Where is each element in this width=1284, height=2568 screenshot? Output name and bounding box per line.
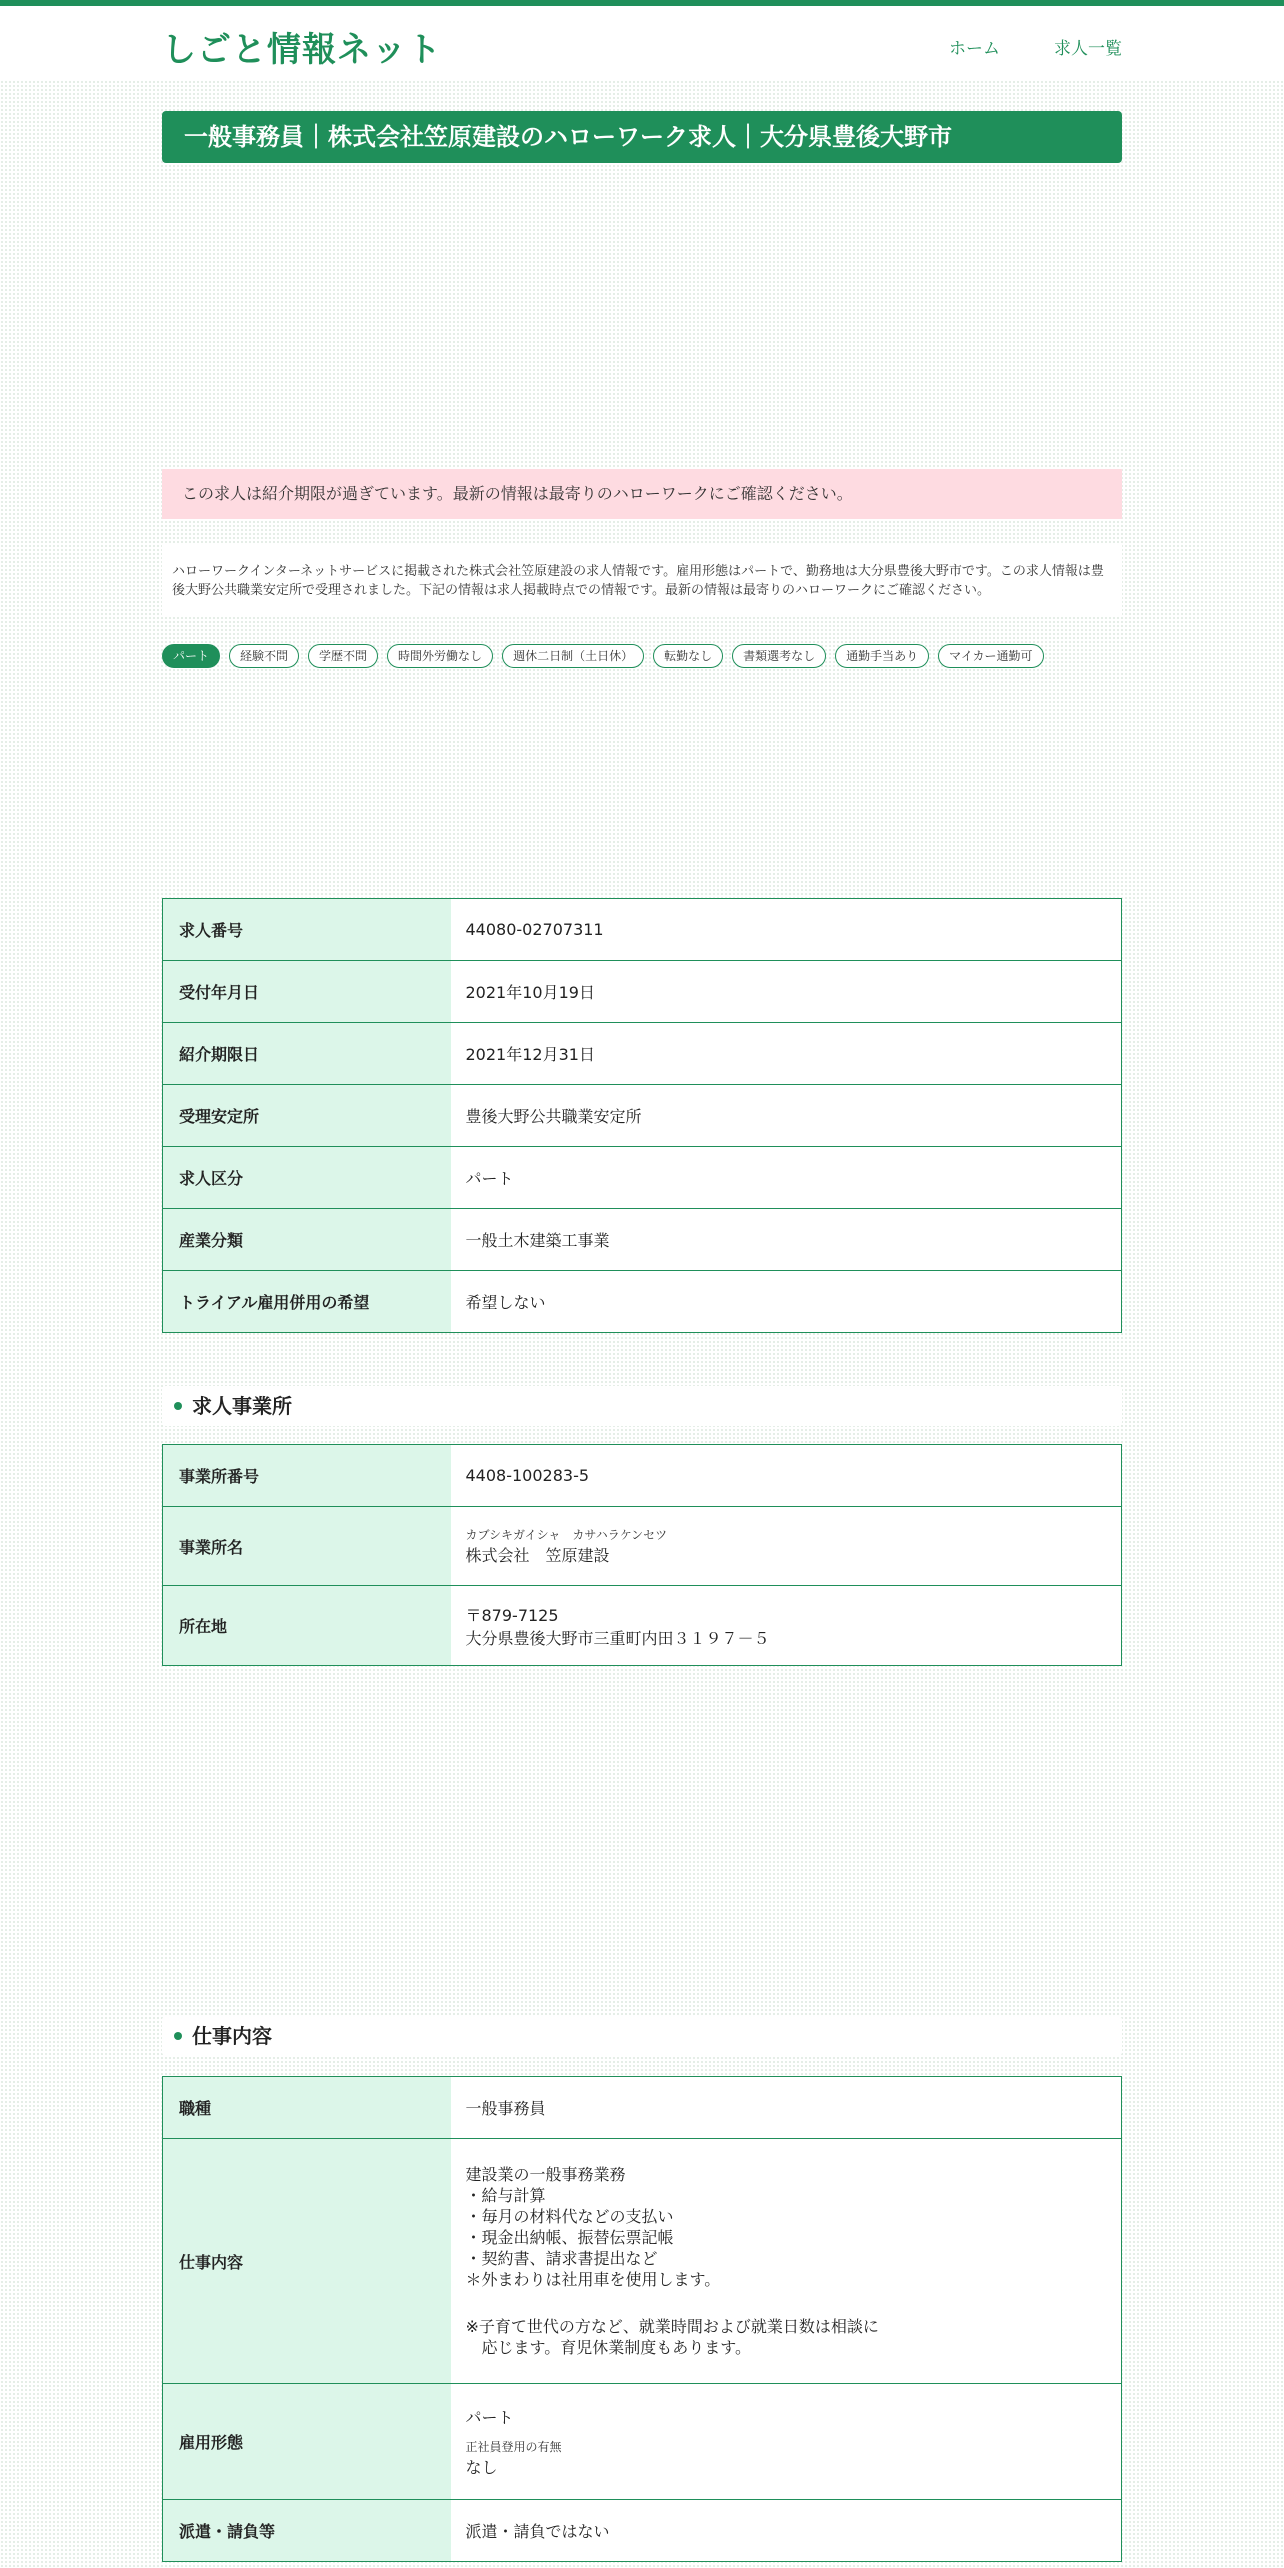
table-row — [163, 1209, 1122, 1271]
expired-alert: この求人は紹介期限が過ぎています。最新の情報は最寄りのハローワークにご確認ください。 — [162, 469, 1122, 519]
table-row — [163, 1586, 1122, 1666]
site-logo[interactable]: しごと情報ネット — [162, 30, 442, 70]
row-value — [451, 1586, 1122, 1666]
row-label: 仕事内容 — [163, 2139, 451, 2384]
section-title: 求人事業所 — [192, 1394, 292, 1418]
row-label: 職種 — [163, 2077, 451, 2139]
row-label: 産業分類 — [163, 1209, 451, 1271]
regular-conversion-value: なし — [465, 2458, 498, 2477]
job-content-note: ※子育て世代の方など、就業時間および就業日数は相談に 応じます。育児休業制度もあります。 — [465, 2317, 879, 2357]
row-value: 44080-02707311 — [465, 920, 604, 939]
row-value: 2021年10月19日 — [451, 961, 1122, 1023]
company-name: 株式会社 笠原建設 — [465, 1546, 610, 1565]
page-title: 一般事務員｜株式会社笠原建設のハローワーク求人｜大分県豊後大野市 — [162, 111, 1122, 163]
row-label: 所在地 — [163, 1586, 451, 1666]
section-heading-office — [162, 1386, 1122, 1426]
row-value — [451, 1507, 1122, 1586]
bullet-icon — [174, 2032, 182, 2040]
row-value: パート — [451, 1147, 1122, 1209]
nav-home[interactable]: ホーム — [949, 39, 1000, 59]
row-label: 紹介期限日 — [163, 1023, 451, 1085]
row-value: 豊後大野公共職業安定所 — [451, 1085, 1122, 1147]
row-value: 一般土木建築工事業 — [451, 1209, 1122, 1271]
table-row — [163, 1023, 1122, 1085]
basic-info-table — [162, 898, 1122, 1333]
table-row — [163, 1445, 1122, 1507]
tag-no-education: 学歴不問 — [308, 644, 378, 668]
table-row — [163, 1147, 1122, 1209]
regular-conversion-label: 正社員登用の有無 — [465, 2440, 562, 2454]
bullet-icon — [174, 1402, 182, 1410]
table-row — [163, 2077, 1122, 2139]
office-info-table — [162, 1444, 1122, 1666]
job-content: 建設業の一般事務業務 ・給与計算 ・毎月の材料代などの支払い ・現金出納帳、振替伝票記帳 ・契約書、請求書提出など ＊外まわりは社用車を使用します。 — [465, 2165, 721, 2289]
job-description-summary: ハローワークインターネットサービスに掲載された株式会社笠原建設の求人情報です。雇用形態はパートで、勤務地は大分県豊後大野市です。この求人情報は豊後大野公共職業安定所で受理されました。下記の情報は求人掲載時点での情報です。最新の情報は最寄りのハローワークにご確認ください。 — [162, 543, 1122, 617]
table-row — [163, 2139, 1122, 2384]
table-row — [163, 2500, 1122, 2562]
tag-part-time: パート — [162, 644, 220, 668]
row-value: 希望しない — [451, 1271, 1122, 1333]
table-row — [163, 2384, 1122, 2500]
main-nav — [949, 34, 1122, 59]
job-info-table — [162, 2076, 1122, 2562]
row-label: 受理安定所 — [163, 1085, 451, 1147]
employment-type: パート — [465, 2408, 514, 2427]
row-value: 派遣・請負ではない — [451, 2500, 1122, 2562]
tag-no-document-screening: 書類選考なし — [732, 644, 826, 668]
row-label: 派遣・請負等 — [163, 2500, 451, 2562]
table-row — [163, 899, 1122, 961]
table-row — [163, 961, 1122, 1023]
table-row — [163, 1507, 1122, 1586]
nav-job-list[interactable]: 求人一覧 — [1054, 39, 1122, 59]
table-row — [163, 1085, 1122, 1147]
row-label: 事業所名 — [163, 1507, 451, 1586]
tag-two-days-off: 週休二日制（土日休） — [502, 644, 644, 668]
row-value: 4408-100283-5 — [465, 1466, 590, 1485]
row-value — [451, 2139, 1122, 2384]
row-value — [451, 2384, 1122, 2500]
row-value: 2021年12月31日 — [451, 1023, 1122, 1085]
site-header — [0, 6, 1284, 80]
tag-no-experience: 経験不問 — [229, 644, 299, 668]
row-label: 受付年月日 — [163, 961, 451, 1023]
tag-no-overtime: 時間外労働なし — [387, 644, 493, 668]
section-heading-job — [162, 2016, 1122, 2056]
row-label: 求人番号 — [163, 899, 451, 961]
row-value: 一般事務員 — [465, 2099, 546, 2118]
feature-tags — [162, 644, 1122, 668]
postal-code: 〒879-7125 — [465, 1605, 559, 1625]
row-label: 雇用形態 — [163, 2384, 451, 2500]
tag-car-commute: マイカー通勤可 — [938, 644, 1043, 668]
row-label: トライアル雇用併用の希望 — [163, 1271, 451, 1333]
table-row — [163, 1271, 1122, 1333]
section-title: 仕事内容 — [192, 2024, 272, 2048]
row-label: 求人区分 — [163, 1147, 451, 1209]
address: 大分県豊後大野市三重町内田３１９７－５ — [465, 1628, 770, 1648]
company-kana: カブシキガイシャ カサハラケンセツ — [465, 1528, 668, 1542]
tag-commute-allowance: 通勤手当あり — [835, 644, 929, 668]
row-label: 事業所番号 — [163, 1445, 451, 1507]
tag-no-transfer: 転勤なし — [653, 644, 723, 668]
